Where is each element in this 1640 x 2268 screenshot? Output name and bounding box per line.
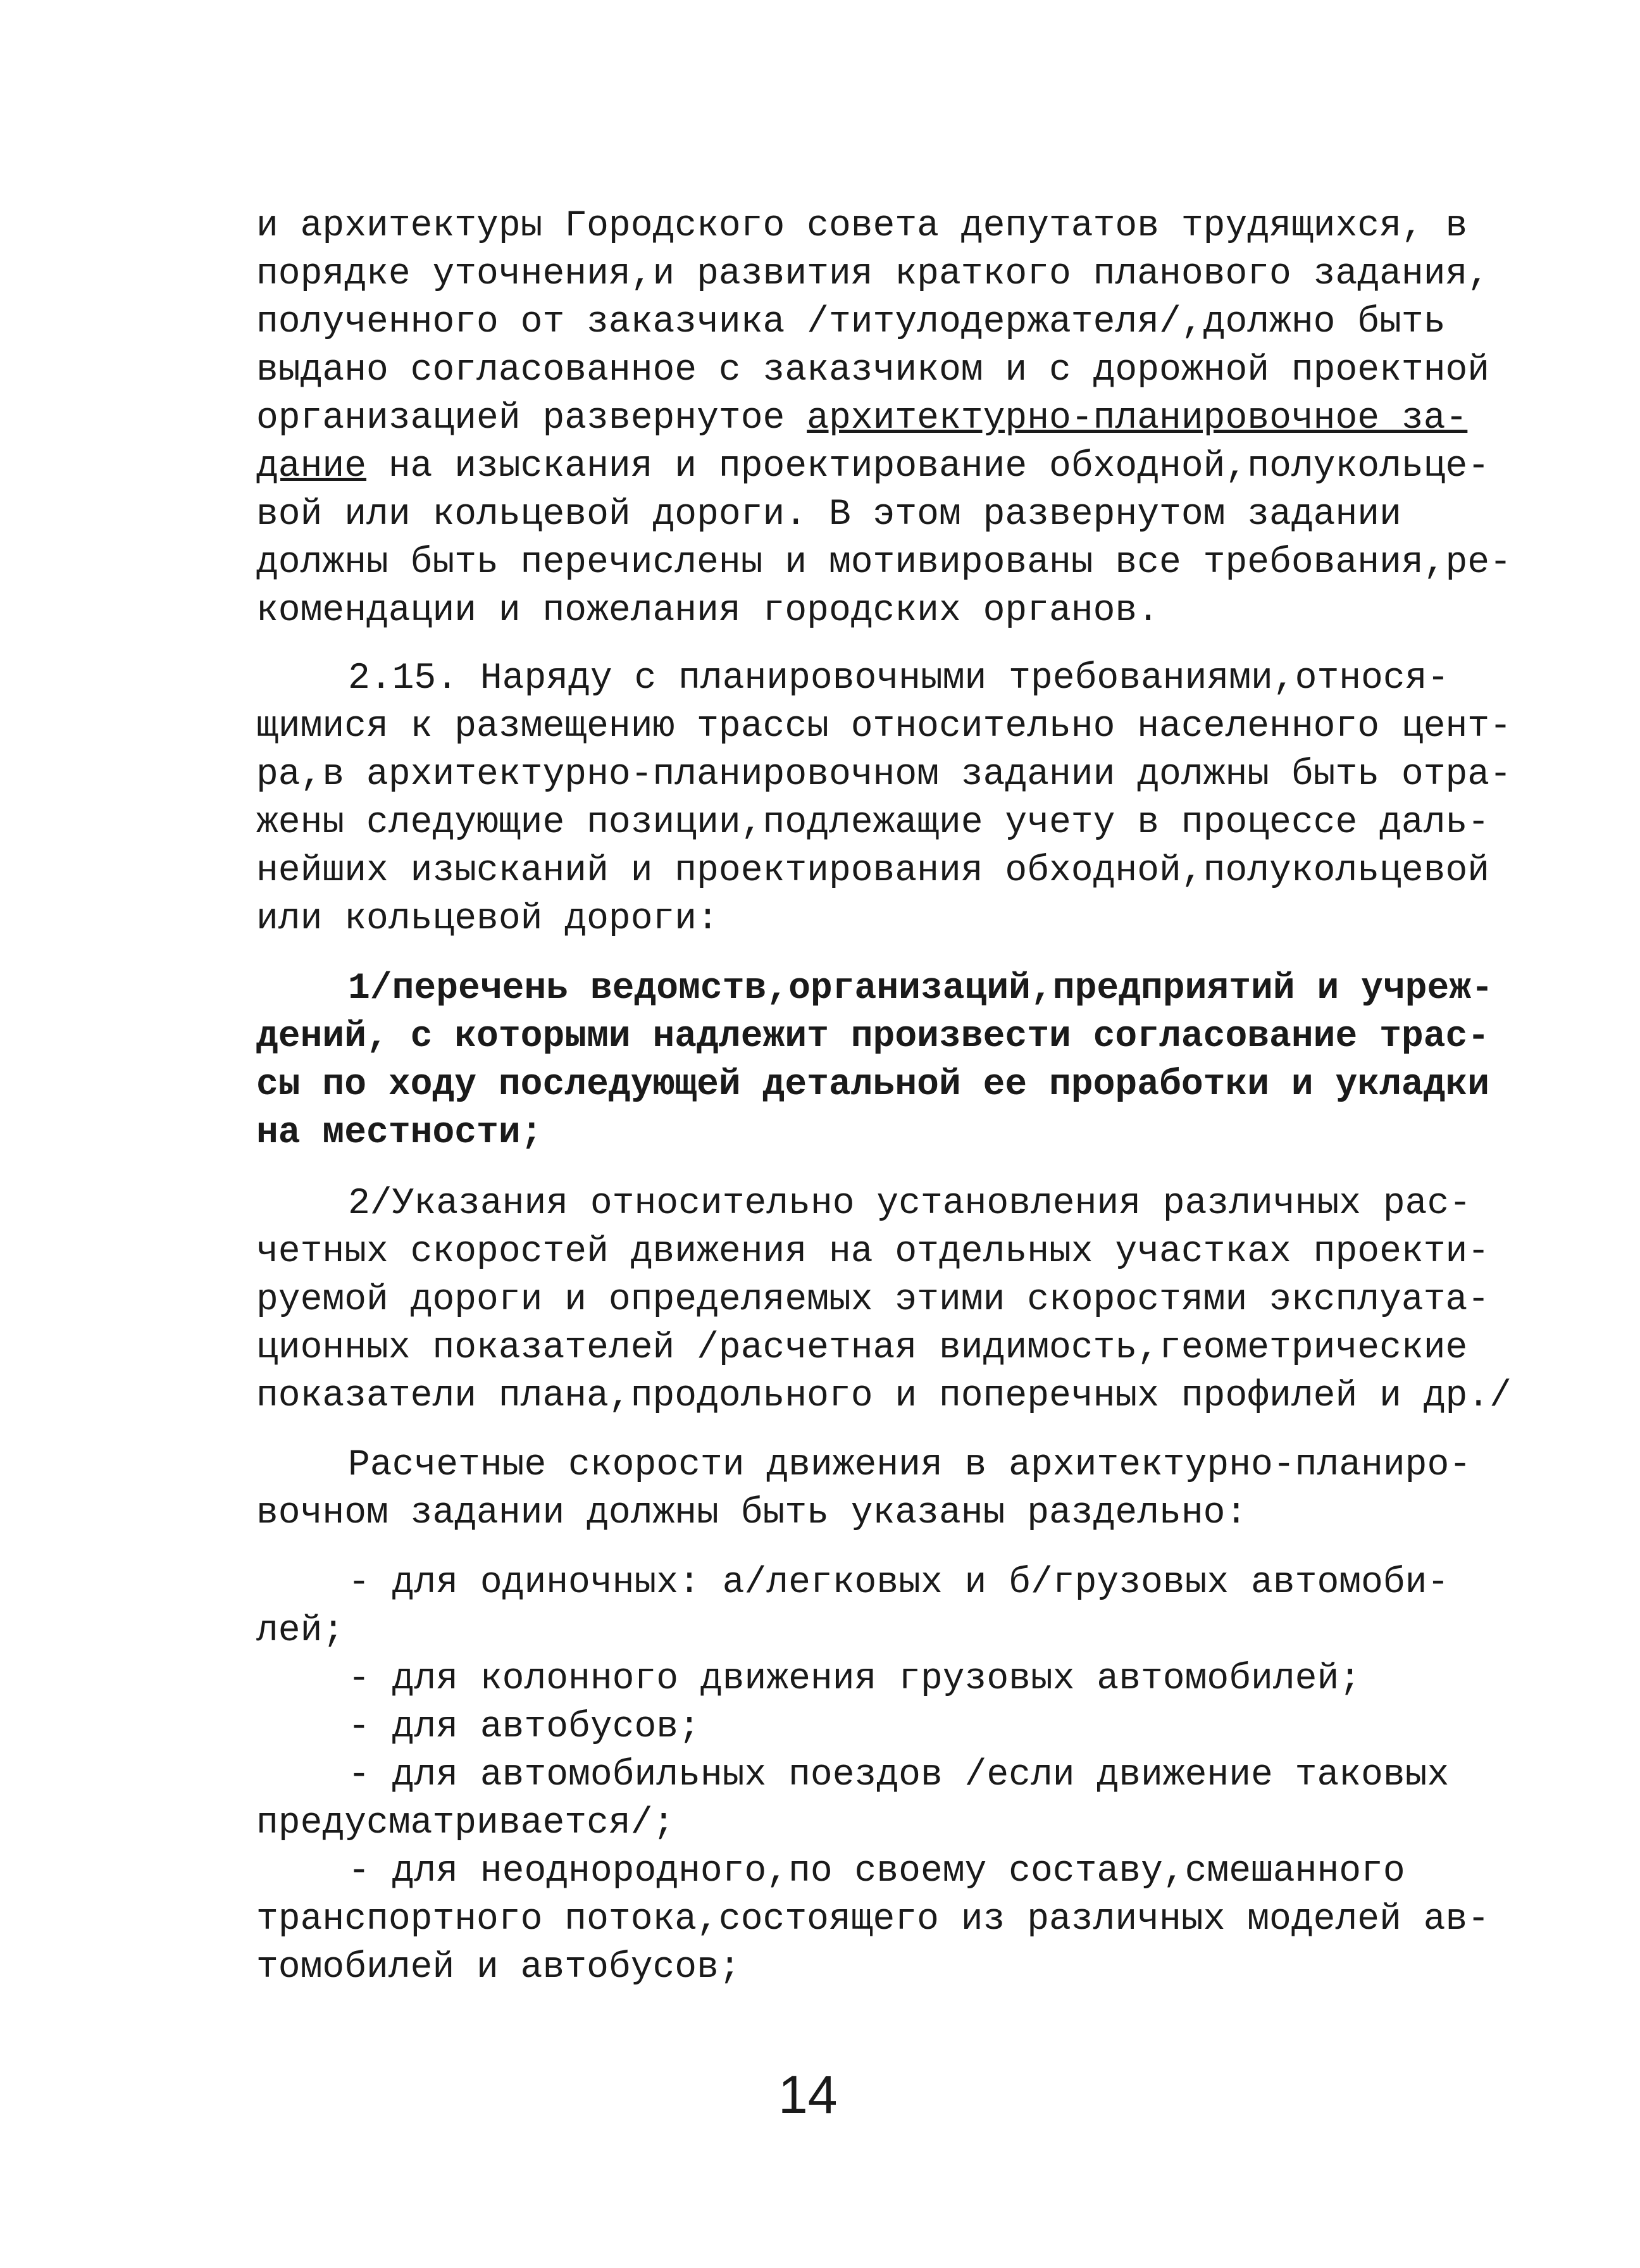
text-line: на местности; xyxy=(256,1112,543,1154)
list-item: - для автобусов; xyxy=(348,1707,700,1748)
underlined-text: архитектурно-планировочное за- xyxy=(807,398,1468,439)
text-line: показатели плана,продольного и поперечных профилей и др./ xyxy=(256,1376,1512,1417)
text-line xyxy=(256,443,1489,491)
text-line: комендации и пожелания городских органов. xyxy=(256,590,1160,632)
text-segment: организацией развернутое xyxy=(256,398,807,439)
page-number: 14 xyxy=(778,2065,838,2124)
text-line: 2.15. Наряду с планировочными требованиями,относя- xyxy=(348,658,1450,699)
text-line: четных скоростей движения на отдельных участках проекти- xyxy=(256,1231,1490,1273)
text-line: вой или кольцевой дороги. В этом развернутом задании xyxy=(256,494,1401,535)
list-item: - для одиночных: а/легковых и б/грузовых автомоби- xyxy=(348,1562,1450,1604)
list-item: томобилей и автобусов; xyxy=(256,1947,741,1988)
text-line: ционных показателей /расчетная видимость,геометрические xyxy=(256,1328,1468,1369)
text-line: сы по ходу последующей детальной ее проработки и укладки xyxy=(256,1064,1490,1106)
list-item: предусматривается/; xyxy=(256,1803,675,1844)
text-line: или кольцевой дороги: xyxy=(256,899,719,940)
list-item: - для колонного движения грузовых автомобилей; xyxy=(348,1659,1362,1700)
underlined-text: дание xyxy=(256,446,367,487)
text-line: руемой дороги и определяемых этими скоростями эксплуата- xyxy=(256,1280,1490,1321)
text-segment: на изыскания и проектирование обходной,полукольце- xyxy=(366,446,1490,487)
text-line: нейших изысканий и проектирования обходной,полукольцевой xyxy=(256,850,1490,892)
text-line: должны быть перечислены и мотивированы все требования,ре- xyxy=(256,542,1512,583)
list-item: транспортного потока,состоящего из различных моделей ав- xyxy=(256,1899,1490,1940)
text-line: ра,в архитектурно-планировочном задании должны быть отра- xyxy=(256,754,1512,795)
text-line: щимися к размещению трассы относительно населенного цент- xyxy=(256,706,1512,747)
list-item: - для автомобильных поездов /если движение таковых xyxy=(348,1755,1450,1796)
list-item: лей; xyxy=(256,1611,345,1652)
text-line: полученного от заказчика /титулодержателя/,должно быть xyxy=(256,302,1446,343)
list-item: - для неоднородного,по своему составу,смешанного xyxy=(348,1851,1405,1892)
text-line: и архитектуры Городского совета депутатов трудящихся, в xyxy=(256,206,1468,247)
text-line: 1/перечень ведомств,организаций,предприятий и учреж- xyxy=(348,968,1493,1009)
text-line: 2/Указания относительно установления различных рас- xyxy=(348,1183,1472,1224)
text-line: вочном задании должны быть указаны раздельно: xyxy=(256,1493,1248,1534)
text-line: Расчетные скорости движения в архитектурно-планиро- xyxy=(348,1445,1472,1486)
text-line xyxy=(256,395,1467,443)
text-line: выдано согласованное с заказчиком и с дорожной проектной xyxy=(256,350,1490,391)
text-line: порядке уточнения,и развития краткого планового задания, xyxy=(256,254,1490,295)
text-line: дений, с которыми надлежит произвести согласование трас- xyxy=(256,1016,1490,1057)
text-line: жены следующие позиции,подлежащие учету в процессе даль- xyxy=(256,802,1490,844)
